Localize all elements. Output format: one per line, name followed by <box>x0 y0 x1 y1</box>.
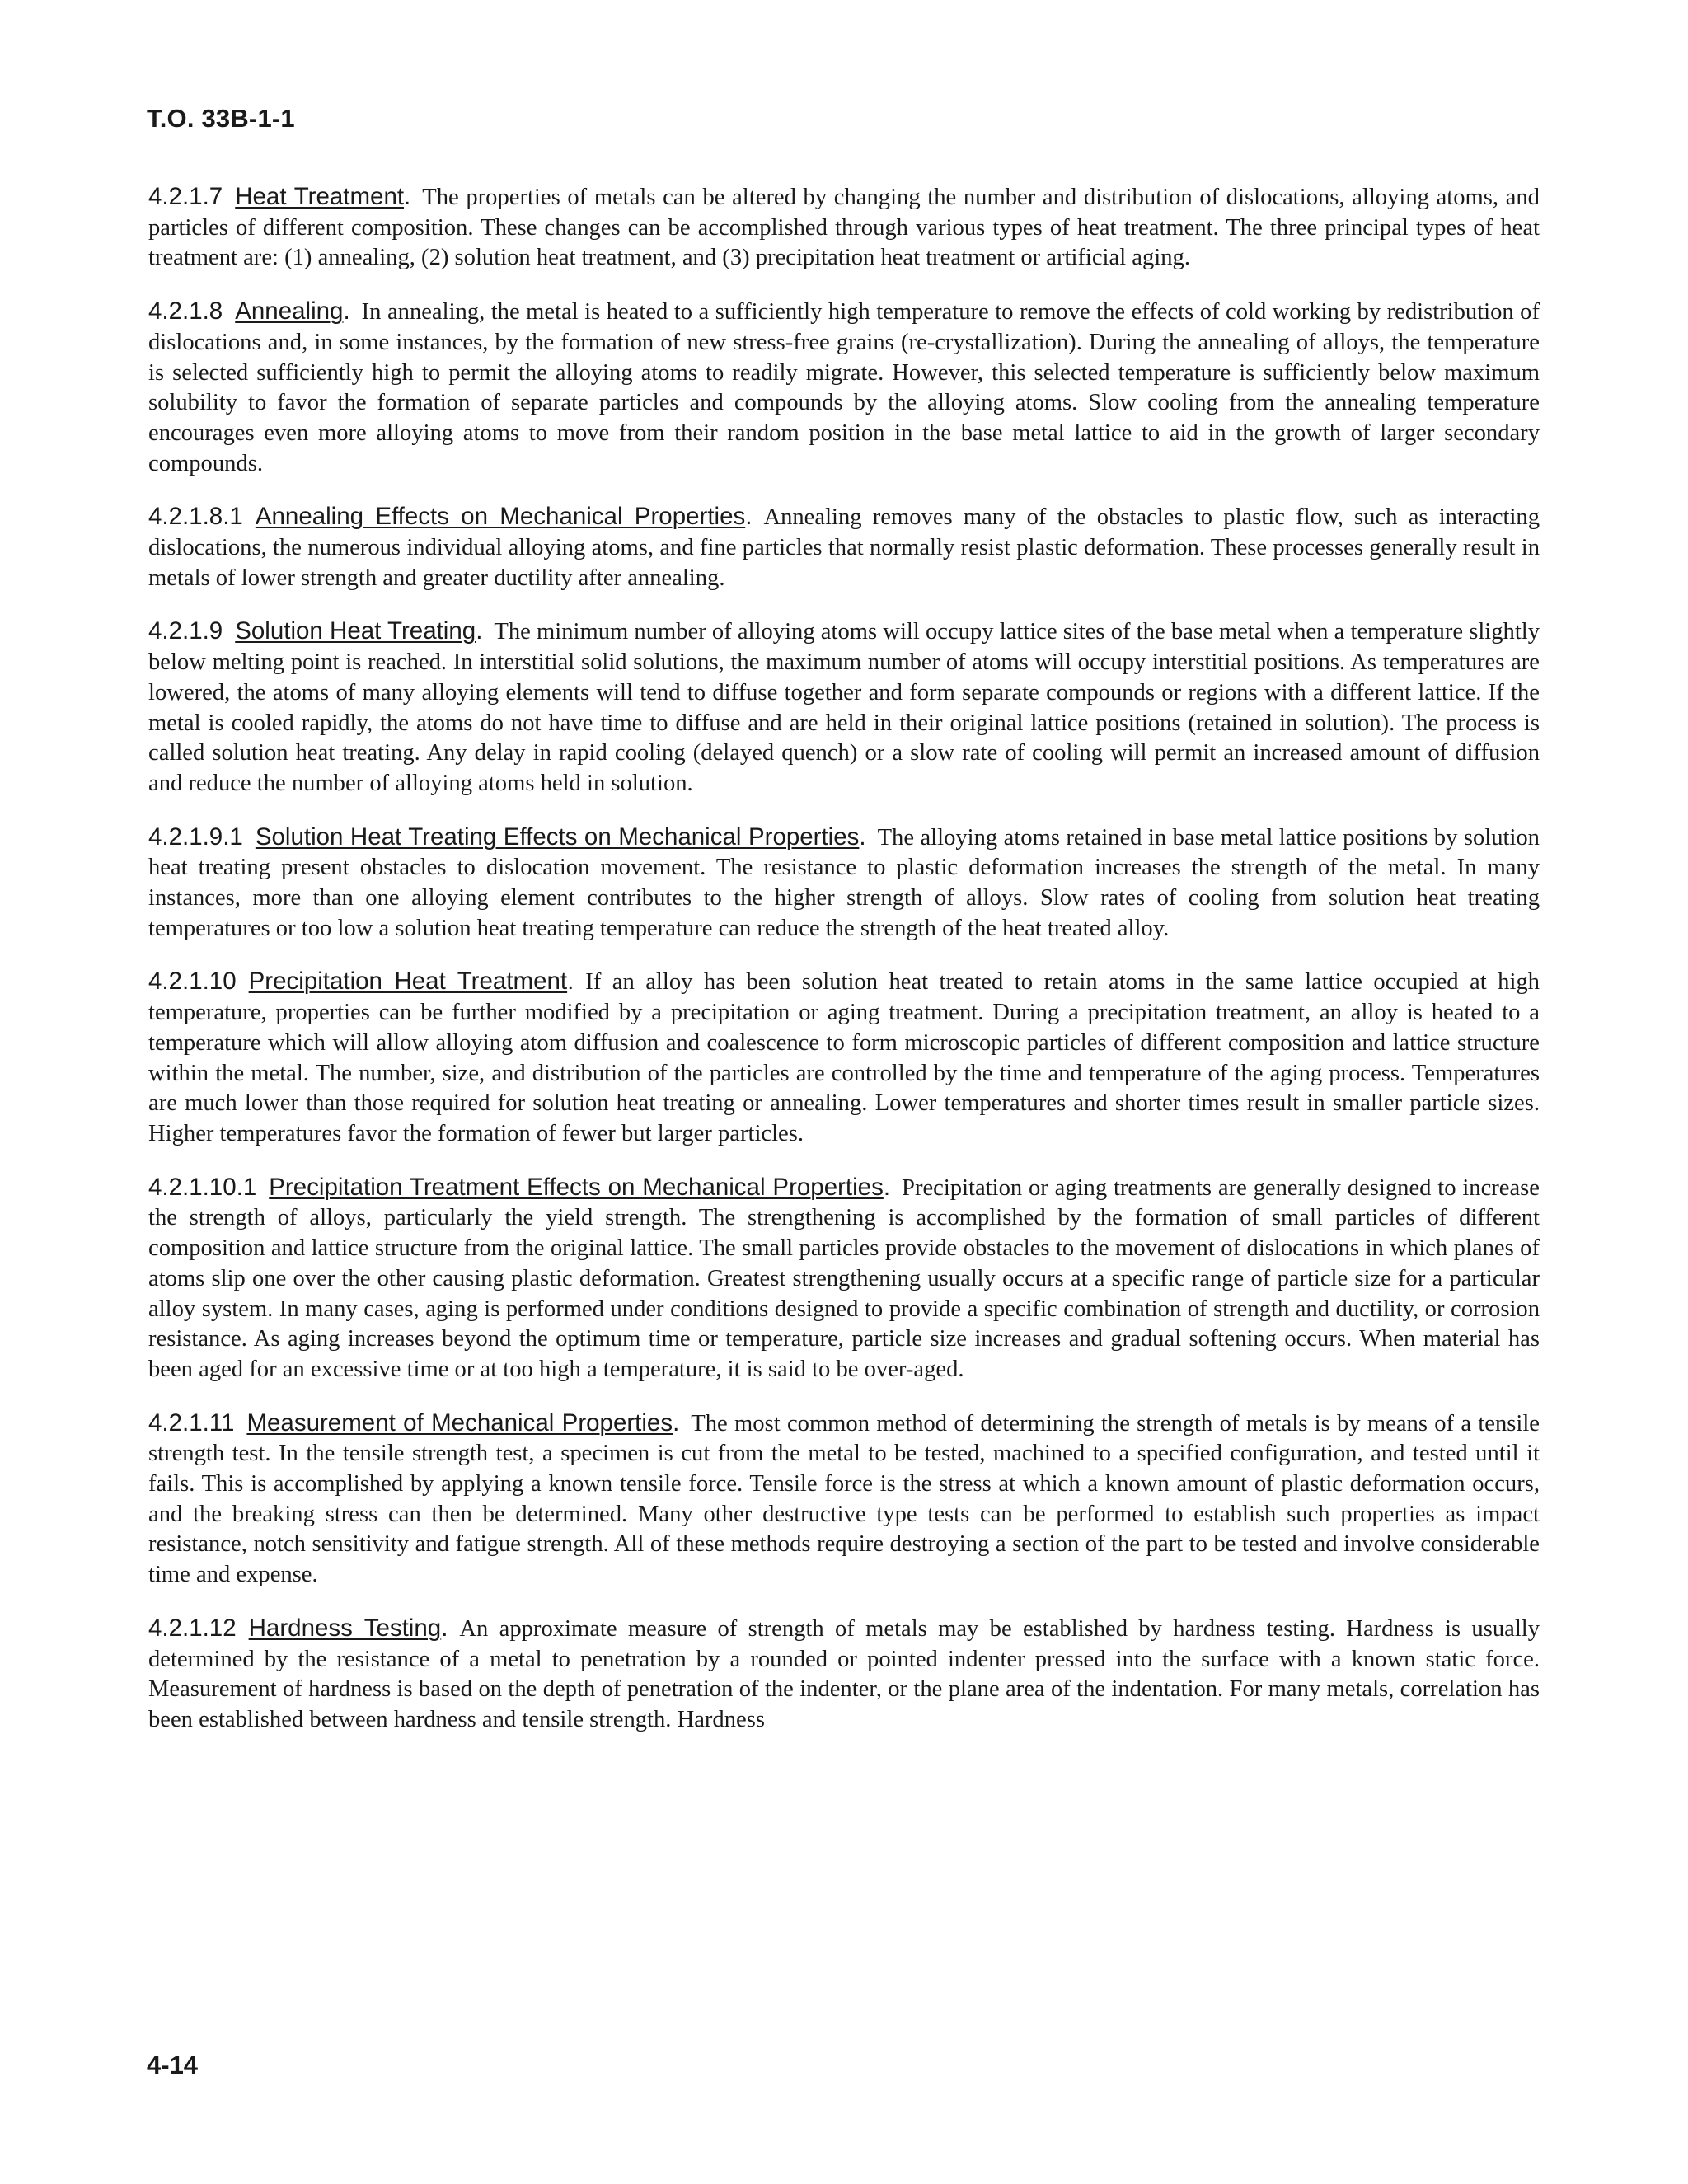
section-text: The most common method of determining the strength of metals is by means of a tensile strength test. In the tensile strength test, a specimen is cut from the metal to be tested, machined to a specified configuration, and tested until it fails. This is accomplished by applying a known tensile force. Tensile force is the stress at which a known amount of plastic deformation occurs, and the breaking stress can then be determined. Many other destructive type tests can be performed to establish such properties as impact resistance, notch sensitivity and fatigue strength. All of these methods require destroying a section of the part to be tested and involve considerable time and expense. <box>148 1410 1540 1588</box>
section-number: 4.2.1.11 <box>148 1408 235 1436</box>
section-number: 4.2.1.8 <box>148 298 223 326</box>
section-title: Precipitation Treatment Effects on Mechanical Properties <box>269 1173 884 1201</box>
section-precipitation-heat-treatment: 4.2.1.10 Precipitation Heat Treatment. If an alloy has been solution heat treated to retain atoms in the same lattice occupied at high temperature, properties can be further modified by a precipitation or aging treatment. During a precipitation treatment, an alloy is heated to a temperature which will allow alloying atom diffusion and coalescence to form microscopic particles of different composition and lattice structure within the metal. The number, size, and distribution of the particles are controlled by the time and temperature of the aging process. Temperatures are much lower than those required for solution heat treating or annealing. Lower temperatures and shorter times result in smaller particle sizes. Higher temperatures favor the formation of fewer but larger particles. <box>148 968 1540 1146</box>
section-title: Annealing Effects on Mechanical Properties <box>255 503 746 531</box>
section-number: 4.2.1.9.1 <box>148 823 243 851</box>
section-text: The minimum number of alloying atoms will occupy lattice sites of the base metal when a temperature slightly below melting point is reached. In interstitial solid solutions, the maximum number of atoms will occupy interstitial positions. As temperatures are lowered, the atoms of many alloying elements will tend to diffuse together and form separate compounds or regions with a different lattice. If the metal is cooled rapidly, the atoms do not have time to diffuse and are held in their original lattice positions (retained in solution). The process is called solution heat treating. Any delay in rapid cooling (delayed quench) or a slow rate of cooling will permit an increased amount of diffusion and reduce the number of alloying atoms held in solution. <box>148 619 1540 796</box>
page-number: 4-14 <box>147 2050 199 2079</box>
section-text: The properties of metals can be altered by changing the number and distribution of dislocations, alloying atoms, and particles of different composition. These changes can be accomplished through various types of heat treatment. The three principal types of heat treatment are: (1) annealing, (2) solution heat treatment, and (3) precipitation heat treatment or artificial aging. <box>148 185 1540 271</box>
section-hardness-testing: 4.2.1.12 Hardness Testing. An approximate measure of strength of metals may be established by hardness testing. Hardness is usually determined by the resistance of a metal to penetration by a rounded or pointed indenter pressed into the surface with a known static force. Measurement of hardness is based on the depth of penetration of the indenter, or the plane area of the indentation. For many metals, correlation has been established between hardness and tensile strength. Hardness <box>148 1614 1540 1732</box>
section-precipitation-effects: 4.2.1.10.1 Precipitation Treatment Effects on Mechanical Properties. Precipitation or aging treatments are generally designed to increase the strength of alloys, particularly the yield strength. The strengthening is accomplished by the formation of small particles of different composition and lattice structure from the original lattice. The small particles provide obstacles to the movement of dislocations in which planes of atoms slip one over the other causing plastic deformation. Greatest strengthening usually occurs at a specific range of particle size for a particular alloy system. In many cases, aging is performed under conditions designed to provide a specific combination of strength and ductility, or corrosion resistance. As aging increases beyond the optimum time or temperature, particle size increases and gradual softening occurs. When material has been aged for an excessive time or at too high a temperature, it is said to be over-aged. <box>148 1173 1540 1382</box>
section-title: Measurement of Mechanical Properties <box>246 1408 673 1436</box>
section-text: The alloying atoms retained in base metal lattice positions by solution heat treating present obstacles to dislocation movement. The resistance to plastic deformation increases the strength of the metal. In many instances, more than one alloying element contributes to the higher strength of alloys. Slow rates of cooling from solution heat treating temperatures or too low a solution heat treating temperature can reduce the strength of the heat treated alloy. <box>148 824 1540 941</box>
section-number: 4.2.1.10.1 <box>148 1173 257 1201</box>
section-number: 4.2.1.9 <box>148 617 223 645</box>
section-title: Annealing <box>235 298 344 326</box>
section-text: If an alloy has been solution heat treated to retain atoms in the same lattice occupied at high temperature, properties can be further modified by a precipitation or aging treatment. During a precipitation treatment, an alloy is heated to a temperature which will allow alloying atom diffusion and coalescence to form microscopic particles of different composition and lattice structure within the metal. The number, size, and distribution of the particles are controlled by the time and temperature of the aging process. Temperatures are much lower than those required for solution heat treating or annealing. Lower temperatures and shorter times result in smaller particle sizes. Higher temperatures favor the formation of fewer but larger particles. <box>148 969 1540 1146</box>
section-solution-heat-treating: 4.2.1.9 Solution Heat Treating. The minimum number of alloying atoms will occupy lattice sites of the base metal when a temperature slightly below melting point is reached. In interstitial solid solutions, the maximum number of atoms will occupy interstitial positions. As temperatures are lowered, the atoms of many alloying elements will tend to diffuse together and form separate compounds or regions with a different lattice. If the metal is cooled rapidly, the atoms do not have time to diffuse and are held in their original lattice positions (retained in solution). The process is called solution heat treating. Any delay in rapid cooling (delayed quench) or a slow rate of cooling will permit an increased amount of diffusion and reduce the number of alloying atoms held in solution. <box>148 617 1540 796</box>
section-title: Solution Heat Treating Effects on Mechanical Properties <box>255 823 860 851</box>
section-title: Precipitation Heat Treatment <box>248 968 568 996</box>
section-number: 4.2.1.7 <box>148 183 223 210</box>
section-text: Annealing removes many of the obstacles to plastic flow, such as interacting dislocations, the numerous individual alloying atoms, and fine particles that normally resist plastic deformation. These processes generally result in metals of lower strength and greater ductility after annealing. <box>148 504 1540 591</box>
section-title: Heat Treatment <box>235 183 405 210</box>
section-number: 4.2.1.8.1 <box>148 503 243 531</box>
section-text: Precipitation or aging treatments are generally designed to increase the strength of alloys, particularly the yield strength. The strengthening is accomplished by the formation of small particles of different composition and lattice structure from the original lattice. The small particles provide obstacles to the movement of dislocations in which planes of atoms slip one over the other causing plastic deformation. Greatest strengthening usually occurs at a specific range of particle size for a particular alloy system. In many cases, aging is performed under conditions designed to provide a specific combination of strength and ductility, or corrosion resistance. As aging increases beyond the optimum time or temperature, particle size increases and gradual softening occurs. When material has been aged for an excessive time or at too high a temperature, it is said to be over-aged. <box>148 1174 1540 1382</box>
section-number: 4.2.1.10 <box>148 968 237 996</box>
section-number: 4.2.1.12 <box>148 1614 237 1642</box>
section-measurement: 4.2.1.11 Measurement of Mechanical Properties. The most common method of determining the strength of metals is by means of a tensile strength test. In the tensile strength test, a specimen is cut from the metal to be tested, machined to a specified configuration, and tested until it fails. This is accomplished by applying a known tensile force. Tensile force is the stress at which a known amount of plastic deformation occurs, and the breaking stress can then be determined. Many other destructive type tests can be performed to establish such properties as impact resistance, notch sensitivity and fatigue strength. All of these methods require destroying a section of the part to be tested and involve considerable time and expense. <box>148 1408 1540 1588</box>
section-title: Solution Heat Treating <box>235 617 476 645</box>
section-text: In annealing, the metal is heated to a sufficiently high temperature to remove the effects of cold working by redistribution of dislocations and, in some instances, by the formation of new stress-free grains (re-crystallization). During the annealing of alloys, the temperature is selected sufficiently high to permit the alloying atoms to readily migrate. However, this selected temperature is sufficiently below maximum solubility to favor the formation of separate particles and compounds by the alloying atoms. Slow cooling from the annealing temperature encourages even more alloying atoms to move from their random position in the base metal lattice to aid in the growth of larger secondary compounds. <box>148 299 1540 476</box>
section-title: Hardness Testing <box>248 1614 442 1642</box>
section-heat-treatment: 4.2.1.7 Heat Treatment. The properties of metals can be altered by changing the number and distribution of dislocations, alloying atoms, and particles of different composition. These changes can be accomplished through various types of heat treatment. The three principal types of heat treatment are: (1) annealing, (2) solution heat treatment, and (3) precipitation heat treatment or artificial aging. <box>148 183 1540 271</box>
section-annealing-effects: 4.2.1.8.1 Annealing Effects on Mechanical Properties. Annealing removes many of the obstacles to plastic flow, such as interacting dislocations, the numerous individual alloying atoms, and fine particles that normally resist plastic deformation. These processes generally result in metals of lower strength and greater ductility after annealing. <box>148 503 1540 591</box>
section-solution-effects: 4.2.1.9.1 Solution Heat Treating Effects on Mechanical Properties. The alloying atoms retained in base metal lattice positions by solution heat treating present obstacles to dislocation movement. The resistance to plastic deformation increases the strength of the metal. In many instances, more than one alloying element contributes to the higher strength of alloys. Slow rates of cooling from solution heat treating temperatures or too low a solution heat treating temperature can reduce the strength of the heat treated alloy. <box>148 823 1540 941</box>
section-annealing: 4.2.1.8 Annealing. In annealing, the metal is heated to a sufficiently high temperature to remove the effects of cold working by redistribution of dislocations and, in some instances, by the formation of new stress-free grains (re-crystallization). During the annealing of alloys, the temperature is selected sufficiently high to permit the alloying atoms to readily migrate. However, this selected temperature is sufficiently below maximum solubility to favor the formation of separate particles and compounds by the alloying atoms. Slow cooling from the annealing temperature encourages even more alloying atoms to move from their random position in the base metal lattice to aid in the growth of larger secondary compounds. <box>148 298 1540 476</box>
page-body <box>148 182 1540 1759</box>
document-id: T.O. 33B-1-1 <box>147 104 295 133</box>
section-text: An approximate measure of strength of metals may be established by hardness testing. Hardness is usually determined by the resistance of a metal to penetration by a rounded or pointed indenter pressed into the surface with a known static force. Measurement of hardness is based on the depth of penetration of the indenter, or the plane area of the indentation. For many metals, correlation has been established between hardness and tensile strength. Hardness <box>148 1615 1540 1732</box>
